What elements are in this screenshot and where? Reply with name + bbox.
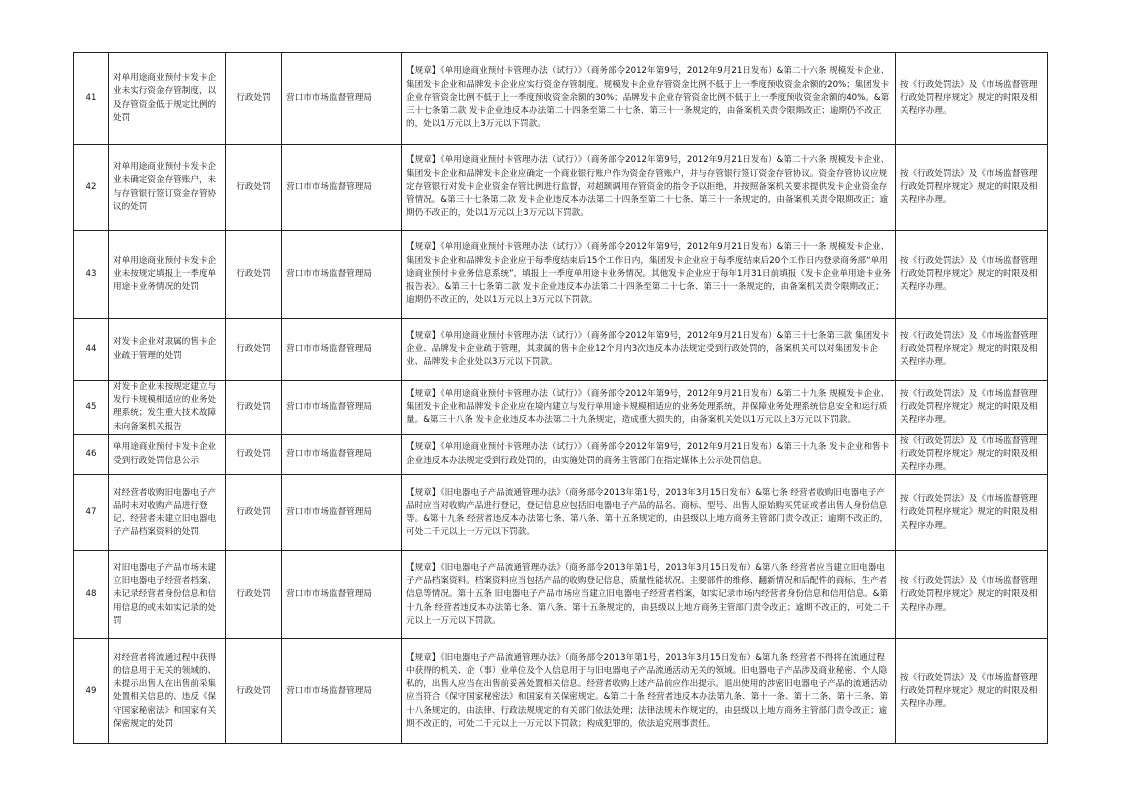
legal-basis: 【规章】《单用途商业预付卡管理办法（试行）》（商务部令2012年第9号，2012年9月21日发布）&第二十六条 规模发卡企业、集团发卡企业和品牌发卡企业应确定一个商业银行账户作为资金存管账户，并与存管银行签订资金存管协议。资金存管协议应规定存管银行对发卡企业资金存管比例进行监督，对超额调用存管资金的指令予以拒绝，并按照备案机关要求提供发卡企业资金存管情况。&第三十七条第二款 发卡企业违反本办法第二十四条至第二十七条、第三十一条规定的，由备案机关责令限期改正；逾期仍不改正的，处以1万元以上3万元以下罚款。 bbox=[402, 145, 896, 231]
table-row bbox=[74, 475, 1048, 551]
item-type: 行政处罚 bbox=[226, 639, 282, 744]
item-type: 行政处罚 bbox=[226, 145, 282, 231]
procedure-note: 按《行政处罚法》及《市场监督管理行政处罚程序规定》规定的时限及相关程序办理。 bbox=[896, 475, 1048, 551]
procedure-note: 按《行政处罚法》及《市场监督管理行政处罚程序规定》规定的时限及相关程序办理。 bbox=[896, 145, 1048, 231]
rules-table bbox=[73, 52, 1048, 744]
table-row bbox=[74, 639, 1048, 744]
row-number: 44 bbox=[74, 319, 109, 381]
legal-basis: 【规章】《旧电器电子产品流通管理办法》（商务部令2013年第1号，2013年3月15日发布）&第九条 经营者不得将在流通过程中获得的机关、企（事）业单位及个人信息用于与旧电器电子产品流通活动无关的领域。旧电器电子产品涉及商业秘密、个人隐私的，出售人应当在出售前妥善处置相关信息。经营者收购上述产品前应作出提示。退出使用的涉密旧电器电子产品的流通活动应当符合《保守国家秘密法》和国家有关保密规定。&第二十条 经营者违反本办法第九条、第十一条、第十二条、第十三条、第十八条规定的，由法律、行政法规规定的有关部门依法处理；法律法规未作规定的，由县级以上地方商务主管部门责令改正；逾期不改正的，可处二千元以上一万元以下罚款；构成犯罪的，依法追究刑事责任。 bbox=[402, 639, 896, 744]
enforcement-agency: 营口市市场监督管理局 bbox=[282, 381, 402, 435]
row-number: 43 bbox=[74, 231, 109, 319]
legal-basis: 【规章】《单用途商业预付卡管理办法（试行）》（商务部令2012年第9号，2012年9月21日发布）&第三十七条第三款 集团发卡企业、品牌发卡企业疏于管理，其隶属的售卡企业12个月内3次违反本办法规定受到行政处罚的，备案机关可以对集团发卡企业、品牌发卡企业处以3万元以下罚款。 bbox=[402, 319, 896, 381]
enforcement-agency: 营口市市场监督管理局 bbox=[282, 551, 402, 639]
procedure-note: 按《行政处罚法》及《市场监督管理行政处罚程序规定》规定的时限及相关程序办理。 bbox=[896, 381, 1048, 435]
procedure-note: 按《行政处罚法》及《市场监督管理行政处罚程序规定》规定的时限及相关程序办理。 bbox=[896, 551, 1048, 639]
enforcement-agency: 营口市市场监督管理局 bbox=[282, 145, 402, 231]
table-row bbox=[74, 145, 1048, 231]
row-number: 46 bbox=[74, 434, 109, 475]
row-number: 42 bbox=[74, 145, 109, 231]
item-name: 对旧电器电子产品市场未建立旧电器电子经营者档案、未记录经营者身份信息和信用信息的或未如实记录的处罚 bbox=[109, 551, 226, 639]
procedure-note: 按《行政处罚法》及《市场监督管理行政处罚程序规定》规定的时限及相关程序办理。 bbox=[896, 434, 1048, 475]
item-name: 对发卡企业对隶属的售卡企业疏于管理的处罚 bbox=[109, 319, 226, 381]
procedure-note: 按《行政处罚法》及《市场监督管理行政处罚程序规定》规定的时限及相关程序办理。 bbox=[896, 53, 1048, 145]
legal-basis: 【规章】《单用途商业预付卡管理办法（试行）》（商务部令2012年第9号，2012年9月21日发布）&第三十一条 规模发卡企业、集团发卡企业和品牌发卡企业应于每季度结束后15个工作日内，集团发卡企业应于每季度结束后20个工作日内登录商务部“单用途商业预付卡业务信息系统”，填报上一季度单用途卡业务情况。其他发卡企业应于每年1月31日前填报《发卡企业单用途卡业务报告表》。&第三十七条第二款 发卡企业违反本办法第二十四条至第二十七条、第三十一条规定的，由备案机关责令限期改正；逾期仍不改正的，处以1万元以上3万元以下罚款。 bbox=[402, 231, 896, 319]
item-name: 对单用途商业预付卡发卡企业未实行资金存管制度，以及存管资金低于规定比例的处罚 bbox=[109, 53, 226, 145]
table-row bbox=[74, 231, 1048, 319]
row-number: 48 bbox=[74, 551, 109, 639]
enforcement-agency: 营口市市场监督管理局 bbox=[282, 319, 402, 381]
row-number: 45 bbox=[74, 381, 109, 435]
item-name: 对经营者将流通过程中获得的信息用于无关的领域的、未提示出售人在出售前采集处置相关信息的、违反《保守国家秘密法》和国家有关保密规定的处罚 bbox=[109, 639, 226, 744]
enforcement-agency: 营口市市场监督管理局 bbox=[282, 53, 402, 145]
enforcement-agency: 营口市市场监督管理局 bbox=[282, 475, 402, 551]
table-row bbox=[74, 381, 1048, 435]
legal-basis: 【规章】《单用途商业预付卡管理办法（试行）》（商务部令2012年第9号，2012年9月21日发布）&第三十九条 发卡企业和售卡企业违反本办法规定受到行政处罚的，由实施处罚的商务主管部门在指定媒体上公示处罚信息。 bbox=[402, 434, 896, 475]
legal-basis: 【规章】《单用途商业预付卡管理办法（试行）》（商务部令2012年第9号，2012年9月21日发布）&第二十九条 规模发卡企业、集团发卡企业和品牌发卡企业应在境内建立与发行单用途卡规模相适应的业务处理系统，并保障业务处理系统信息安全和运行质量。&第三十八条 发卡企业违反本办法第二十九条规定，造成重大损失的，由备案机关处以1万元以上3万元以下罚款。 bbox=[402, 381, 896, 435]
item-type: 行政处罚 bbox=[226, 231, 282, 319]
item-type: 行政处罚 bbox=[226, 319, 282, 381]
legal-basis: 【规章】《旧电器电子产品流通管理办法》（商务部令2013年第1号，2013年3月15日发布）&第七条 经营者收购旧电器电子产品时应当对收购产品进行登记，登记信息应包括旧电器电子产品的品名、商标、型号、出售人原始购买凭证或者出售人身份信息等。&第十九条 经营者违反本办法第七条、第八条、第十五条规定的，由县级以上地方商务主管部门责令改正；逾期不改正的，可处二千元以上一万元以下罚款。 bbox=[402, 475, 896, 551]
table-row bbox=[74, 551, 1048, 639]
legal-basis: 【规章】《旧电器电子产品流通管理办法》（商务部令2013年第1号，2013年3月15日发布）&第八条 经营者应当建立旧电器电子产品档案资料。档案资料应当包括产品的收购登记信息，质量性能状况、主要部件的维修、翻新情况和后配件的商标、生产者信息等情况。第十五条 旧电器电子产品市场应当建立旧电器电子经营者档案，如实记录市场内经营者身份信息和信用信息。&第十九条 经营者违反本办法第七条、第八条、第十五条规定的，由县级以上地方商务主管部门责令改正；逾期不改正的，可处二千元以上一万元以下罚款。 bbox=[402, 551, 896, 639]
table-body bbox=[74, 53, 1048, 744]
table-row bbox=[74, 53, 1048, 145]
item-name: 单用途商业预付卡发卡企业受到行政处罚信息公示 bbox=[109, 434, 226, 475]
row-number: 47 bbox=[74, 475, 109, 551]
enforcement-agency: 营口市市场监督管理局 bbox=[282, 434, 402, 475]
item-type: 行政处罚 bbox=[226, 475, 282, 551]
item-type: 行政处罚 bbox=[226, 434, 282, 475]
item-name: 对发卡企业未按规定建立与发行卡规模相适应的业务处理系统；发生重大技术故障未向备案机关报告 bbox=[109, 381, 226, 435]
row-number: 41 bbox=[74, 53, 109, 145]
procedure-note: 按《行政处罚法》及《市场监督管理行政处罚程序规定》规定的时限及相关程序办理。 bbox=[896, 231, 1048, 319]
table-row bbox=[74, 434, 1048, 475]
procedure-note: 按《行政处罚法》及《市场监督管理行政处罚程序规定》规定的时限及相关程序办理。 bbox=[896, 319, 1048, 381]
enforcement-agency: 营口市市场监督管理局 bbox=[282, 231, 402, 319]
item-type: 行政处罚 bbox=[226, 53, 282, 145]
item-type: 行政处罚 bbox=[226, 381, 282, 435]
procedure-note: 按《行政处罚法》及《市场监督管理行政处罚程序规定》规定的时限及相关程序办理。 bbox=[896, 639, 1048, 744]
table-row bbox=[74, 319, 1048, 381]
item-name: 对经营者收购旧电器电子产品时未对收购产品进行登记、经营者未建立旧电器电子产品档案资料的处罚 bbox=[109, 475, 226, 551]
item-type: 行政处罚 bbox=[226, 551, 282, 639]
item-name: 对单用途商业预付卡发卡企业未按规定填报上一季度单用途卡业务情况的处罚 bbox=[109, 231, 226, 319]
enforcement-agency: 营口市市场监督管理局 bbox=[282, 639, 402, 744]
row-number: 49 bbox=[74, 639, 109, 744]
item-name: 对单用途商业预付卡发卡企业未确定资金存管账户，未与存管银行签订资金存管协议的处罚 bbox=[109, 145, 226, 231]
legal-basis: 【规章】《单用途商业预付卡管理办法（试行）》（商务部令2012年第9号，2012年9月21日发布）&第二十六条 规模发卡企业、集团发卡企业和品牌发卡企业应实行资金存管制度。规模发卡企业存管资金比例不低于上一季度预收资金余额的20%；集团发卡企业存管资金比例不低于上一季度预收资金余额的30%；品牌发卡企业存管资金比例不低于上一季度预收资金余额的40%。&第三十七条第二款 发卡企业违反本办法第二十四条至第二十七条、第三十一条规定的，由备案机关责令限期改正；逾期仍不改正的，处以1万元以上3万元以下罚款。 bbox=[402, 53, 896, 145]
